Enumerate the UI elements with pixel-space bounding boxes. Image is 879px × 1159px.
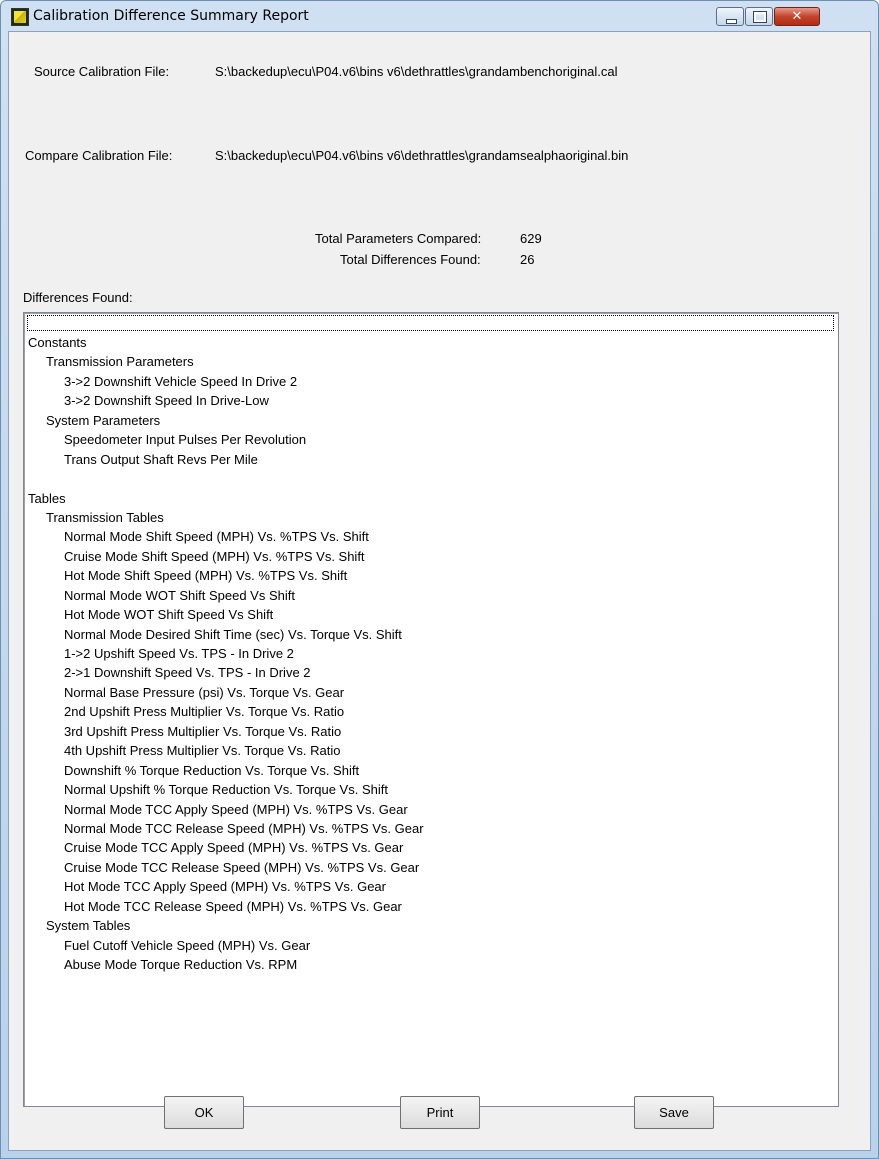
list-item[interactable]: 4th Upshift Press Multiplier Vs. Torque Vs. Ratio bbox=[64, 743, 341, 759]
differences-list[interactable] bbox=[23, 312, 839, 1107]
differences-heading: Differences Found: bbox=[23, 290, 133, 305]
list-item[interactable]: 2nd Upshift Press Multiplier Vs. Torque Vs. Ratio bbox=[64, 704, 345, 720]
list-item[interactable]: Hot Mode TCC Apply Speed (MPH) Vs. %TPS Vs. Gear bbox=[64, 879, 386, 895]
list-item[interactable]: Constants bbox=[28, 335, 87, 350]
list-item[interactable]: Normal Mode Shift Speed (MPH) Vs. %TPS Vs. Shift bbox=[64, 529, 369, 545]
list-item[interactable]: Fuel Cutoff Vehicle Speed (MPH) Vs. Gear bbox=[64, 937, 311, 953]
list-item[interactable]: Normal Mode WOT Shift Speed Vs Shift bbox=[64, 587, 295, 603]
list-item[interactable]: 3rd Upshift Press Multiplier Vs. Torque Vs. Ratio bbox=[64, 723, 342, 739]
close-button[interactable] bbox=[774, 7, 820, 26]
list-item[interactable]: Normal Mode TCC Release Speed (MPH) Vs. %TPS Vs. Gear bbox=[64, 820, 424, 836]
list-item[interactable]: System Tables bbox=[46, 918, 131, 934]
differences-tree bbox=[28, 333, 424, 974]
ok-button[interactable]: OK bbox=[164, 1096, 244, 1129]
list-item[interactable]: Transmission Parameters bbox=[46, 354, 194, 370]
list-item[interactable]: Tables bbox=[28, 490, 66, 506]
list-item[interactable]: Hot Mode Shift Speed (MPH) Vs. %TPS Vs. Shift bbox=[64, 568, 348, 584]
source-file-label: Source Calibration File: bbox=[34, 64, 170, 79]
list-item[interactable]: Hot Mode TCC Release Speed (MPH) Vs. %TPS Vs. Gear bbox=[64, 898, 402, 914]
list-item[interactable]: Normal Mode Desired Shift Time (sec) Vs. Torque Vs. Shift bbox=[64, 626, 402, 642]
list-item[interactable]: Normal Upshift % Torque Reduction Vs. Torque Vs. Shift bbox=[64, 782, 388, 798]
list-item[interactable]: Hot Mode WOT Shift Speed Vs Shift bbox=[64, 607, 274, 623]
compare-file-label: Compare Calibration File: bbox=[25, 148, 173, 163]
compare-file-path: S:\backedup\ecu\P04.v6\bins v6\dethrattles\grandamsealphaoriginal.bin bbox=[215, 148, 629, 163]
list-item[interactable]: Normal Mode TCC Apply Speed (MPH) Vs. %TPS Vs. Gear bbox=[64, 801, 408, 817]
app-icon[interactable] bbox=[11, 8, 29, 26]
title-bar[interactable] bbox=[1, 1, 878, 31]
list-item[interactable]: 2->1 Downshift Speed Vs. TPS - In Drive 2 bbox=[64, 665, 311, 681]
list-item[interactable]: Cruise Mode TCC Apply Speed (MPH) Vs. %TPS Vs. Gear bbox=[64, 840, 404, 856]
source-file-path: S:\backedup\ecu\P04.v6\bins v6\dethrattles\grandambenchoriginal.cal bbox=[215, 64, 618, 79]
focused-empty-row[interactable] bbox=[27, 315, 834, 331]
total-differences-value: 26 bbox=[520, 252, 535, 267]
window-title: Calibration Difference Summary Report bbox=[33, 8, 309, 24]
print-button[interactable]: Print bbox=[400, 1096, 480, 1129]
save-button[interactable]: Save bbox=[634, 1096, 714, 1129]
list-item[interactable]: 3->2 Downshift Speed In Drive-Low bbox=[64, 393, 269, 409]
list-spacer bbox=[28, 469, 424, 488]
list-item[interactable]: Transmission Tables bbox=[46, 509, 164, 525]
list-item[interactable]: System Parameters bbox=[46, 412, 161, 428]
dialog-client-area bbox=[8, 31, 871, 1151]
total-compared-label: Total Parameters Compared: bbox=[315, 231, 482, 246]
list-item[interactable]: Trans Output Shaft Revs Per Mile bbox=[64, 451, 258, 467]
list-item[interactable]: Downshift % Torque Reduction Vs. Torque Vs. Shift bbox=[64, 762, 360, 778]
list-item[interactable]: Cruise Mode Shift Speed (MPH) Vs. %TPS Vs. Shift bbox=[64, 548, 365, 564]
maximize-button[interactable] bbox=[745, 7, 773, 26]
total-differences-label: Total Differences Found: bbox=[340, 252, 481, 267]
list-item[interactable]: Abuse Mode Torque Reduction Vs. RPM bbox=[64, 957, 298, 972]
list-item[interactable]: Normal Base Pressure (psi) Vs. Torque Vs. Gear bbox=[64, 684, 345, 700]
total-compared-value: 629 bbox=[520, 231, 542, 246]
list-item[interactable]: Speedometer Input Pulses Per Revolution bbox=[64, 432, 307, 448]
list-item[interactable]: Cruise Mode TCC Release Speed (MPH) Vs. %TPS Vs. Gear bbox=[64, 859, 420, 875]
minimize-button[interactable] bbox=[716, 7, 744, 26]
list-item[interactable]: 3->2 Downshift Vehicle Speed In Drive 2 bbox=[64, 373, 298, 389]
list-item[interactable]: 1->2 Upshift Speed Vs. TPS - In Drive 2 bbox=[64, 646, 294, 661]
